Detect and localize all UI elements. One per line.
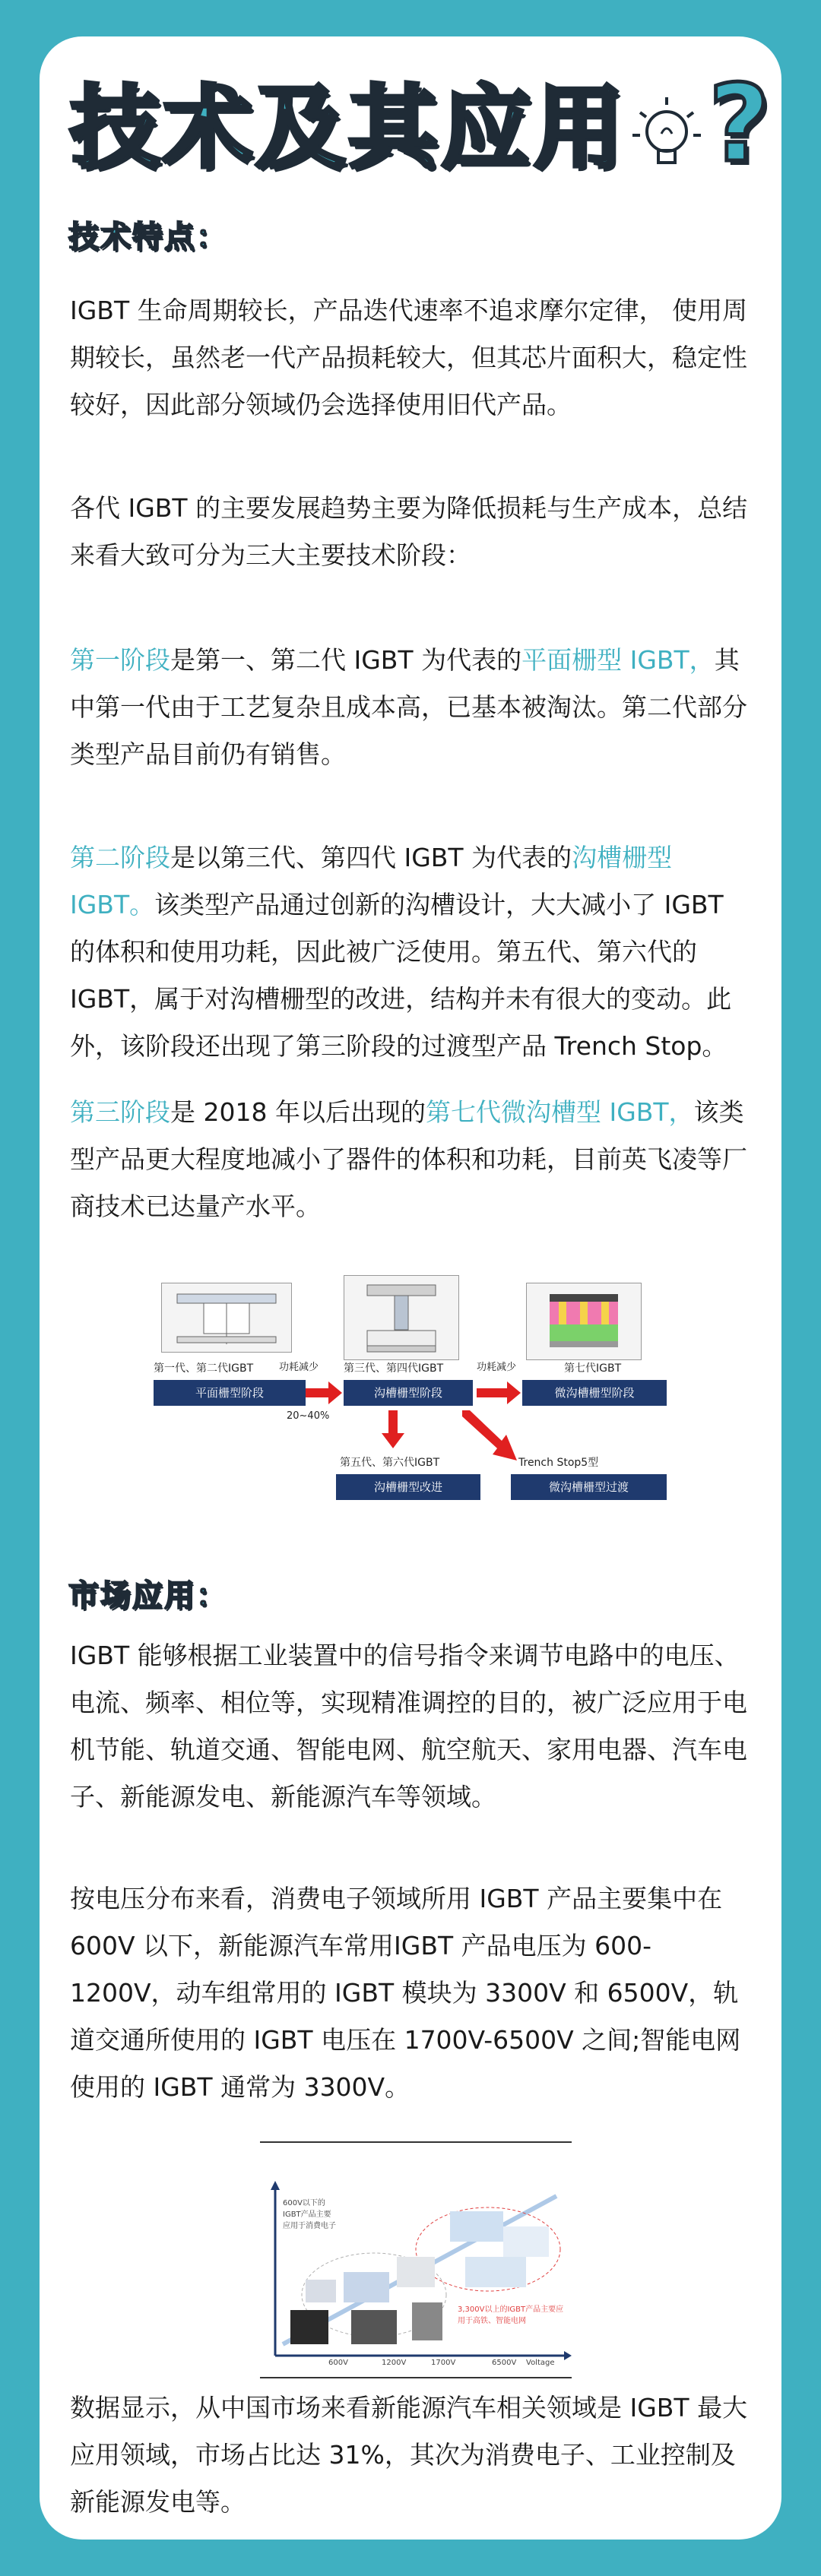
right-arrow-icon	[306, 1381, 342, 1404]
micro-trench-structure-icon	[527, 1283, 641, 1359]
arrow1-label-a: 功耗减少	[279, 1362, 319, 1373]
stage-1-text-a: 是第一、第二代 IGBT 为代表的	[170, 645, 522, 675]
lightbulb-icon	[625, 90, 708, 181]
box-micro-trench-transition: 微沟槽栅型过渡	[511, 1474, 667, 1500]
trench-stop5-label: Trench Stop5型	[518, 1457, 599, 1469]
divider-top	[260, 2141, 572, 2143]
section-head-market: 市场应用：	[68, 1578, 228, 1613]
market-paragraph-1	[70, 1632, 754, 1821]
section-head-tech: 技术特点：	[68, 220, 228, 255]
stage-3-text-a: 是 2018 年以后出现的	[170, 1097, 426, 1127]
gen-5-6-label: 第五代、第六代IGBT	[340, 1457, 440, 1469]
tech-p1: IGBT 生命周期较长，产品迭代速率不追求摩尔定律， 使用周期较长，虽然老一代产品损耗较大，但其芯片面积大，稳定性较好，因此部分领域仍会选择使用旧代产品。	[70, 296, 748, 419]
axis-voltage-label: Voltage	[526, 2359, 555, 2367]
arrow1-label-b: 20~40%	[287, 1410, 330, 1422]
title-row	[62, 62, 771, 188]
market-p3: 数据显示，从中国市场来看新能源汽车相关领域是 IGBT 最大应用领域，市场占比达 31%，其次为消费电子、工业控制及新能源发电等。	[70, 2393, 748, 2517]
planar-structure-icon	[162, 1283, 291, 1352]
micro-trench-chip-image	[526, 1283, 642, 1360]
gen-7-label: 第七代IGBT	[564, 1362, 622, 1375]
market-p1: IGBT 能够根据工业装置中的信号指令来调节电路中的电压、电流、频率、相位等，实现精准调控的目的，被广泛应用于电机节能、轨道交通、智能电网、航空航天、家用电器、汽车电子、新能源发电、新能源汽车等领域。	[70, 1641, 747, 1812]
page-title: 技术及其应用	[70, 75, 627, 180]
diagonal-arrow-icon	[458, 1410, 518, 1464]
tick-6500v: 6500V	[492, 2359, 517, 2367]
stage-2-label: 第二阶段	[70, 843, 170, 872]
stage-2-paragraph	[70, 834, 754, 1070]
stage-1-text-b: 其中第一代由于工艺复杂且成本高，已基本被淘汰。第二代部分类型产品目前仍有销售。	[70, 645, 747, 769]
chart-note-3300v: 3,300V以上的IGBT产品主要应用于高铁、智能电网	[458, 2305, 564, 2325]
tech-paragraph-2	[70, 485, 754, 579]
market-p2: 按电压分布来看，消费电子领域所用 IGBT 产品主要集中在 600V 以下，新能源汽车常用IGBT 产品电压为 600-1200V，动车组常用的 IGBT 模块为 3300V 和 6500V，轨道交通所使用的 IGBT 电压在 1700V-6500V 之间;智能电网使用的 IGBT 通常为 3300V。	[70, 1884, 741, 2102]
gen-1-2-label: 第一代、第二代IGBT	[154, 1362, 254, 1375]
stage-3-highlight: 第七代微沟槽型 IGBT，	[425, 1097, 694, 1127]
stage-3-label: 第三阶段	[70, 1097, 170, 1127]
planar-chip-image	[161, 1283, 292, 1353]
question-mark: ?	[708, 62, 771, 186]
arrow2-label: 功耗减少	[477, 1362, 517, 1373]
stage-1-paragraph	[70, 637, 754, 778]
tech-paragraph-1	[70, 287, 754, 429]
divider-bottom	[260, 2377, 572, 2378]
gen-3-4-label: 第三代、第四代IGBT	[344, 1362, 444, 1375]
stage-2-highlight: 沟槽栅型 IGBT。	[70, 843, 673, 919]
box-micro-trench-stage: 微沟槽栅型阶段	[522, 1380, 667, 1406]
content-card	[40, 36, 781, 2540]
tick-1700v: 1700V	[431, 2359, 456, 2367]
down-arrow-icon	[382, 1410, 404, 1448]
chart-note-600v: 600V以下的IGBT产品主要应用于消费电子	[283, 2199, 336, 2230]
trench-structure-icon	[344, 1276, 458, 1359]
stage-2-text-b: 该类型产品通过创新的沟槽设计，大大减小了 IGBT 的体积和使用功耗，因此被广泛使用。第五代、第六代的 IGBT，属于对沟槽栅型的改进，结构并未有很大的变动。此外，该阶段还出现了第三阶段的过渡型产品 Trench Stop。	[70, 890, 732, 1061]
box-trench-stage: 沟槽栅型阶段	[344, 1380, 473, 1406]
stage-2-text-a: 是以第三代、第四代 IGBT 为代表的	[170, 843, 572, 872]
right-arrow-icon	[477, 1381, 521, 1404]
tech-p2: 各代 IGBT 的主要发展趋势主要为降低损耗与生产成本，总结来看大致可分为三大主要技术阶段：	[70, 493, 748, 570]
stage-1-highlight: 平面栅型 IGBT，	[521, 645, 715, 675]
voltage-application-image	[260, 2181, 572, 2371]
stage-1-label: 第一阶段	[70, 645, 170, 675]
box-trench-improved: 沟槽栅型改进	[336, 1474, 480, 1500]
stage-3-paragraph	[70, 1089, 754, 1230]
tick-1200v: 1200V	[382, 2359, 407, 2367]
market-paragraph-2	[70, 1875, 754, 2111]
market-paragraph-3	[70, 2385, 754, 2526]
tick-600v: 600V	[328, 2359, 348, 2367]
box-planar-stage: 平面栅型阶段	[154, 1380, 306, 1406]
igbt-stage-diagram	[154, 1275, 686, 1556]
stage-3-text-b: 该类型产品更大程度地减小了器件的体积和功耗，目前英飞凌等厂商技术已达量产水平。	[70, 1097, 747, 1221]
trench-chip-image	[344, 1275, 459, 1360]
